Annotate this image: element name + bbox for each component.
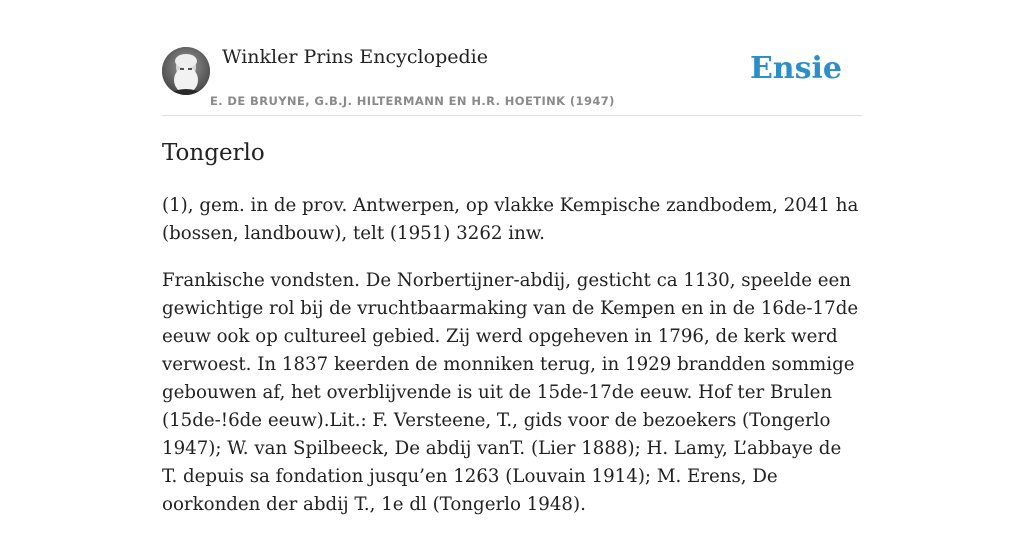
header-divider xyxy=(162,115,862,116)
author-portrait-avatar xyxy=(162,47,210,95)
article-title: Tongerlo xyxy=(162,140,265,166)
article-paragraph: Frankische vondsten. De Norbertijner-abdij, gesticht ca 1130, speelde een gewichtige rol bij de vruchtbaarmaking van de Kempen en in de 16de-17de eeuw ook op cultureel gebied. Zij werd opgeheven in 1796, de kerk werd verwoest. In 1837 keerden de monniken terug, in 1929 brandden sommige gebouwen af, het overblijvende is uit de 15de-17de eeuw. Hof ter Brulen (15de-!6de eeuw).Lit.: F. Versteene, T., gids voor de bezoekers (Tongerlo 1947); W. van Spilbeeck, De abdij vanT. (Lier 1888); H. Lamy, L’abbaye de T. depuis sa fondation jusqu’en 1263 (Louvain 1914); M. Erens, De oorkonden der abdij T., 1e dl (Tongerlo 1948). xyxy=(162,270,859,515)
portrait-icon xyxy=(162,47,210,95)
article-body xyxy=(162,192,862,538)
editors-credit: E. DE BRUYNE, G.B.J. HILTERMANN EN H.R. HOETINK (1947) xyxy=(210,94,615,108)
ensie-logo-link[interactable]: Ensie xyxy=(749,51,842,86)
site-title[interactable]: Winkler Prins Encyclopedie xyxy=(222,46,488,68)
article-paragraph: (1), gem. in de prov. Antwerpen, op vlakke Kempische zandbodem, 2041 ha (bossen, landbouw), telt (1951) 3262 inw. xyxy=(162,195,859,244)
